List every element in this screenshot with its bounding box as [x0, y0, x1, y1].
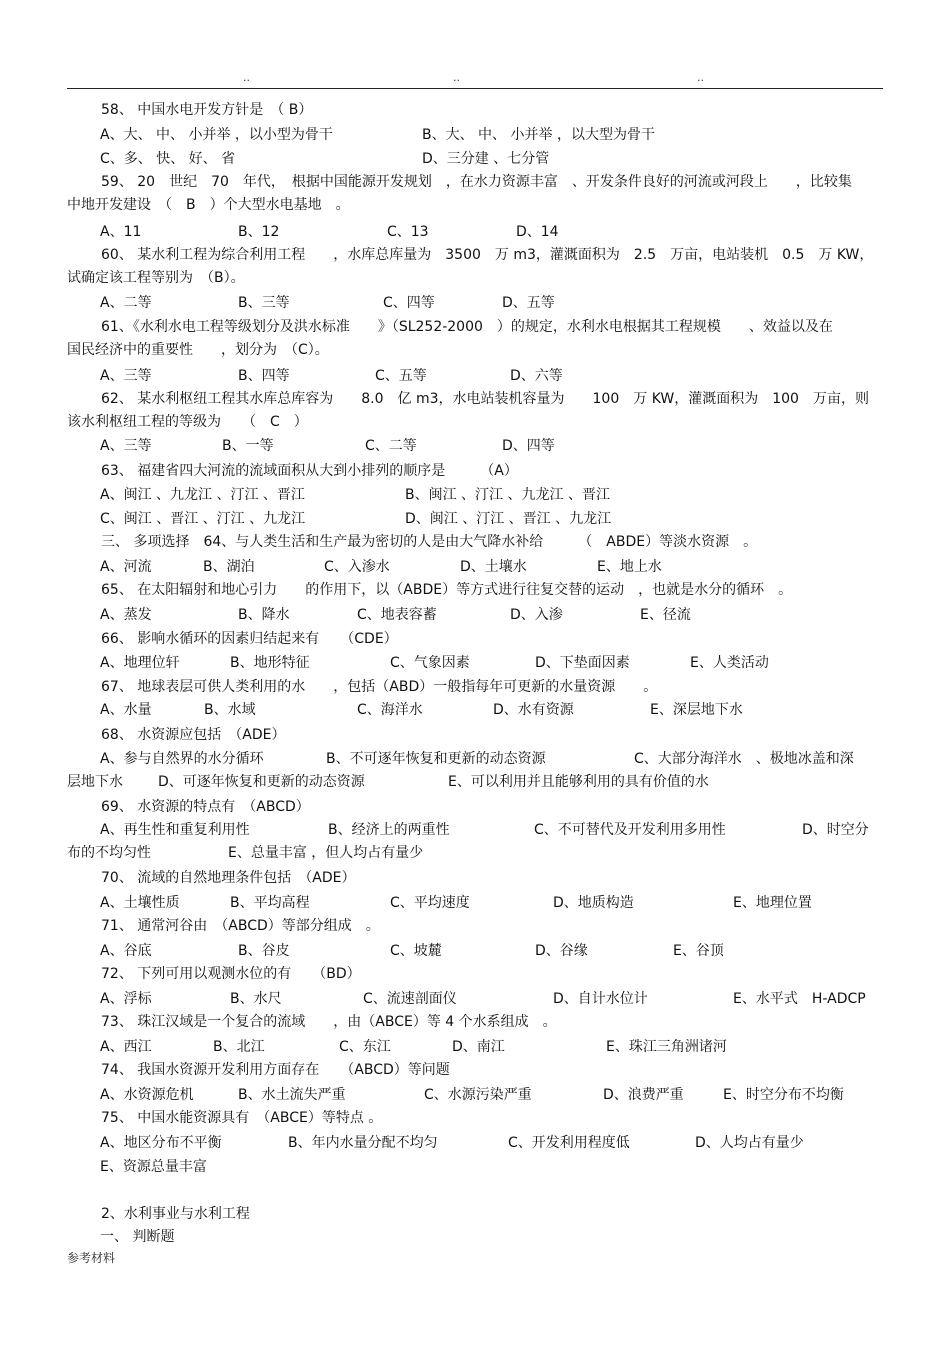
text-line: 试确定该工程等别为 （B）。	[67, 270, 245, 286]
option-item: E、珠江三角洲诸河	[606, 1039, 727, 1055]
option-item: D、自计水位计	[553, 991, 648, 1007]
option-item: C、开发利用程度低	[508, 1135, 630, 1151]
text-line: E、资源总量丰富	[100, 1159, 207, 1175]
option-item: D、四等	[502, 438, 555, 454]
option-item: D、入渗	[510, 607, 563, 623]
text-line: 67、 地球表层可供人类利用的水 ，包括（ABD）一般指每年可更新的水量资源 。	[101, 679, 658, 695]
option-item: A、参与自然界的水分循环	[100, 751, 264, 767]
option-item: B、水尺	[230, 991, 282, 1007]
option-item: A、大、 中、 小并举 ，以小型为骨干	[100, 127, 333, 143]
option-item: D、地质构造	[553, 895, 634, 911]
option-item: B、谷皮	[238, 943, 290, 959]
text-line: 75、 中国水能资源具有 （ABCE）等特点 。	[101, 1110, 383, 1126]
option-item: D、土壤水	[460, 559, 527, 575]
option-item: E、地上水	[597, 559, 662, 575]
text-line: 63、 福建省四大河流的流域面积从大到小排列的顺序是 （A）	[101, 463, 518, 479]
text-line: 国民经济中的重要性 ，划分为 （C）。	[67, 342, 329, 358]
option-item: B、不可逐年恢复和更新的动态资源	[326, 751, 546, 767]
option-item: C、多、 快、 好、 省	[100, 151, 236, 167]
text-line: 68、 水资源应包括 （ADE）	[101, 727, 286, 743]
option-item: D、闽江 、汀江 、晋江 、九龙江	[405, 511, 612, 527]
text-line: 69、 水资源的特点有 （ABCD）	[101, 799, 310, 815]
text-line: 66、 影响水循环的因素归结起来有 （CDE）	[101, 631, 398, 647]
option-item: E、时空分布不均衡	[723, 1087, 844, 1103]
text-line: 71、 通常河谷由 （ABCD）等部分组成 。	[101, 918, 380, 934]
option-item: D、南江	[452, 1039, 505, 1055]
option-item: C、地表容蓄	[357, 607, 437, 623]
option-item: D、下垫面因素	[535, 655, 630, 671]
header-mark: ..	[697, 71, 704, 84]
option-item: A、水量	[100, 702, 152, 718]
option-item: C、海洋水	[357, 702, 423, 718]
option-item: B、平均高程	[230, 895, 310, 911]
text-line: 74、 我国水资源开发利用方面存在 （ABCD）等问题	[101, 1062, 450, 1078]
option-item: B、12	[238, 224, 280, 240]
option-item: A、三等	[100, 438, 152, 454]
text-line: 70、 流域的自然地理条件包括 （ADE）	[101, 870, 356, 886]
option-item: E、总量丰富 ，但人均占有量少	[228, 845, 424, 861]
option-item: B、北江	[213, 1039, 265, 1055]
option-item: B、一等	[222, 438, 274, 454]
text-line: 65、 在太阳辐射和地心引力 的作用下，以（ABDE）等方式进行往复交替的运动 ，也就是水分的循环 。	[101, 582, 793, 598]
option-item: A、河流	[100, 559, 152, 575]
option-item: C、不可替代及开发利用多用性	[534, 822, 726, 838]
option-item: E、水平式 H-ADCP	[733, 991, 866, 1007]
option-item: D、三分建 、七分管	[422, 151, 550, 167]
text-line: 73、 珠江汉域是一个复合的流域 ，由（ABCE）等 4 个水系组成 。	[101, 1014, 557, 1030]
text-line: 三、 多项选择 64、与人类生活和生产最为密切的人是由大气降水补给 （ ABDE）等淡水资源 。	[101, 534, 758, 550]
section-heading: 一、 判断题	[100, 1229, 175, 1245]
header-mark: ..	[453, 71, 460, 84]
option-item: A、二等	[100, 295, 152, 311]
text-line: 60、 某水利工程为综合利用工程 ，水库总库量为 3500 万 m3，灌溉面积为 2.5 万亩，电站装机 0.5 万 KW，	[101, 247, 874, 263]
option-item: C、平均速度	[390, 895, 470, 911]
option-item: B、降水	[238, 607, 290, 623]
option-item: D、可逐年恢复和更新的动态资源	[158, 774, 365, 790]
option-item: E、人类活动	[690, 655, 769, 671]
option-item: D、六等	[510, 368, 563, 384]
text-line: 58、 中国水电开发方针是 （ B）	[101, 102, 313, 118]
option-item: D、五等	[502, 295, 555, 311]
option-item: A、地区分布不平衡	[100, 1135, 222, 1151]
text-line: 59、 20 世纪 70 年代， 根据中国能源开发规划 ，在水力资源丰富 、开发条件良好的河流或河段上 ，比较集	[101, 174, 852, 190]
option-item: B、闽江 、汀江 、九龙江 、晋江	[405, 487, 610, 503]
option-item: A、闽江 、九龙江 、汀江 、晋江	[100, 487, 305, 503]
option-item: B、湖泊	[203, 559, 255, 575]
option-item: C、坡麓	[390, 943, 442, 959]
option-item: B、年内水量分配不均匀	[288, 1135, 438, 1151]
text-line: 72、 下列可用以观测水位的有 （BD）	[101, 966, 361, 982]
option-item: C、入渗水	[324, 559, 390, 575]
option-item: E、径流	[640, 607, 691, 623]
option-item: D、14	[516, 224, 559, 240]
option-item: B、大、 中、 小并举 ，以大型为骨干	[422, 127, 655, 143]
option-item: A、地理位轩	[100, 655, 180, 671]
option-item: A、三等	[100, 368, 152, 384]
option-item: C、二等	[365, 438, 417, 454]
header-rule	[67, 88, 883, 89]
option-item: D、时空分	[802, 822, 869, 838]
option-item: B、三等	[238, 295, 290, 311]
option-item: C、大部分海洋水 、极地冰盖和深	[634, 751, 854, 767]
option-item: 布的不均匀性	[67, 845, 151, 861]
option-item: C、流速剖面仪	[363, 991, 457, 1007]
text-line: 中地开发建设 （ B ）个大型水电基地 。	[67, 197, 350, 213]
option-item: E、可以利用并且能够利用的具有价值的水	[448, 774, 709, 790]
option-item: D、水有资源	[493, 702, 574, 718]
option-item: C、闽江 、晋江 、汀江 、九龙江	[100, 511, 306, 527]
option-item: B、地形特征	[230, 655, 310, 671]
option-item: D、浪费严重	[603, 1087, 684, 1103]
option-item: A、蒸发	[100, 607, 152, 623]
option-item: C、东江	[339, 1039, 391, 1055]
option-item: E、谷顶	[673, 943, 724, 959]
option-item: C、气象因素	[390, 655, 470, 671]
option-item: D、人均占有量少	[695, 1135, 804, 1151]
option-item: C、13	[387, 224, 429, 240]
option-item: E、地理位置	[733, 895, 812, 911]
option-item: B、经济上的两重性	[328, 822, 450, 838]
option-item: C、水源污染严重	[424, 1087, 532, 1103]
option-item: A、11	[100, 224, 142, 240]
section-heading: 2、水利事业与水利工程	[101, 1206, 250, 1222]
option-item: A、再生性和重复利用性	[100, 822, 250, 838]
option-item: A、浮标	[100, 991, 152, 1007]
text-line: 该水利枢纽工程的等级为 （ C ）	[67, 414, 308, 430]
option-item: B、水域	[204, 702, 256, 718]
option-item: C、四等	[383, 295, 435, 311]
option-item: C、五等	[375, 368, 427, 384]
option-item: E、深层地下水	[650, 702, 743, 718]
option-item: A、西江	[100, 1039, 152, 1055]
option-item: A、谷底	[100, 943, 152, 959]
option-item: A、水资源危机	[100, 1087, 194, 1103]
header-mark: ..	[243, 71, 250, 84]
option-item: D、谷缘	[535, 943, 588, 959]
page-footer: 参考材料	[67, 1251, 116, 1265]
option-item: B、水土流失严重	[238, 1087, 346, 1103]
option-item: B、四等	[238, 368, 290, 384]
text-line: 61、《水利水电工程等级划分及洪水标准 》（SL252-2000 ）的规定，水利水电根据其工程规模 、效益以及在	[101, 319, 833, 335]
option-item: 层地下水	[67, 774, 123, 790]
text-line: 62、 某水利枢纽工程其水库总库容为 8.0 亿 m3，水电站装机容量为 100 万 KW，灌溉面积为 100 万亩，则	[101, 391, 869, 407]
option-item: A、土壤性质	[100, 895, 180, 911]
